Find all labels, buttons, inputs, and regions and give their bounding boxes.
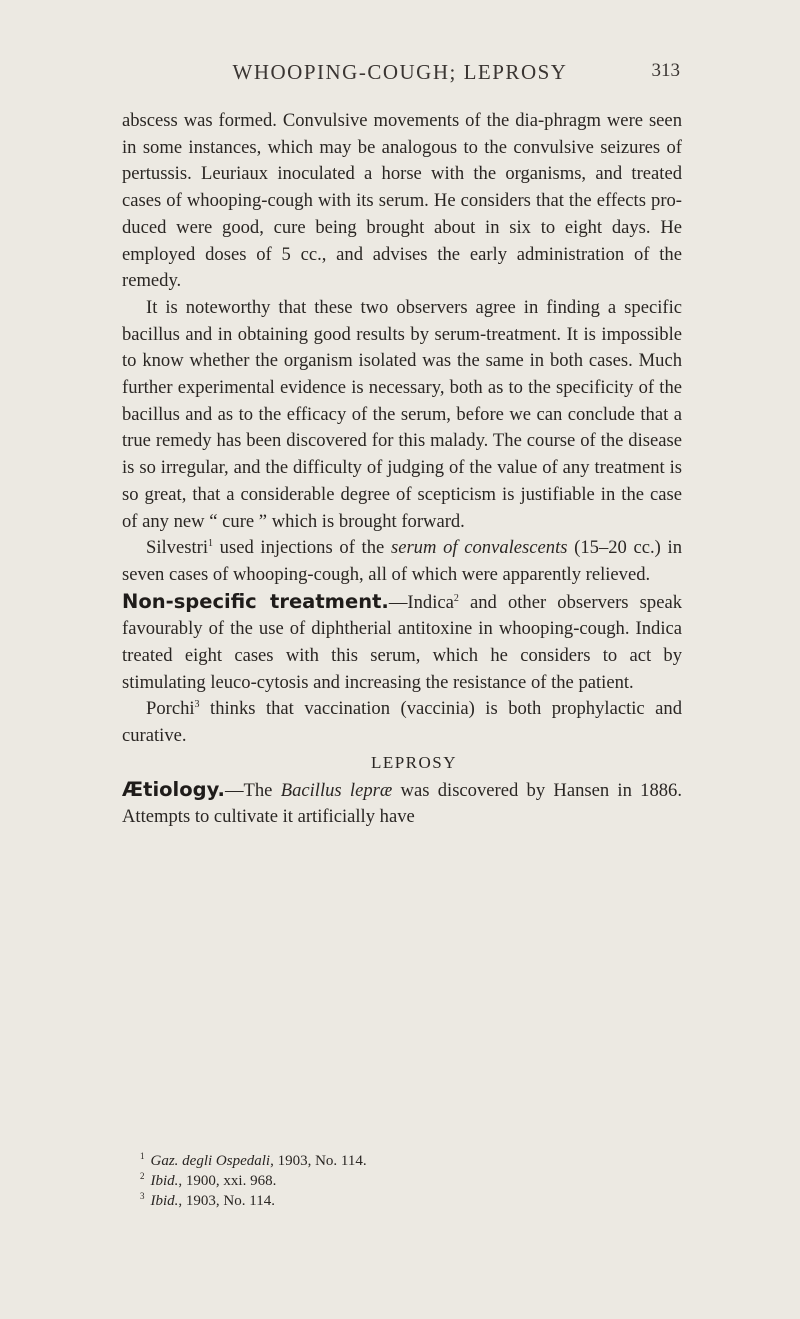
footnote-number: 3 xyxy=(140,1191,145,1201)
italic-bacillus: Bacillus lepræ xyxy=(280,779,393,801)
running-head xyxy=(120,60,680,90)
footnote-source: Gaz. degli Ospedali xyxy=(150,1153,271,1169)
paragraph-2: It is noteworthy that these two observers agree in finding a specific bacillus and in obtaining good results by serum-treatment. It is impossible to know whether the organism isolated was the same in both cases. Much further experimental evidence is necessary, both as to the specificity of the bacillus and as to the efficacy of the serum, before we can conclude that a true remedy has been discovered for this malady. The course of the disease is so irregular, and the difficulty of judging of the value of any treatment is so great, that a considerable degree of scepticism is justifiable in the case of any new “ cure ” which is brought forward. xyxy=(122,296,682,532)
paragraph-5-text: thinks that vaccination (vaccinia) is both prophylactic and curative. xyxy=(122,698,682,747)
paragraph-4 xyxy=(122,589,682,697)
footnote-ref-3: 3 xyxy=(194,699,200,711)
footnotes xyxy=(140,1151,680,1211)
subheading-aetiology: Ætiology. xyxy=(122,777,225,801)
footnote xyxy=(140,1151,680,1171)
footnote xyxy=(140,1191,680,1211)
author-porchi: Porchi xyxy=(146,698,195,720)
footnote-source: Ibid. xyxy=(150,1193,179,1209)
paragraph-5 xyxy=(122,696,682,749)
footnote-number: 2 xyxy=(140,1171,145,1181)
footnote xyxy=(140,1171,680,1191)
paragraph-6-text: was discovered by Hansen in 1886. Attempts to cultivate it artificially have xyxy=(122,779,682,828)
paragraph-6 xyxy=(122,777,682,831)
paragraph-4-text: and other observers speak favourably of the use of diphtherial antitoxine in whooping-cough. Indica treated eight cases with this serum, which he considers to act by stimulating leuco-cytosis and increasing the resistance of the patient. xyxy=(122,591,683,693)
footnote-detail: , 1903, No. 114. xyxy=(270,1153,367,1169)
section-title: LEPROSY xyxy=(370,752,458,772)
footnote-detail: , 1903, No. 114. xyxy=(178,1193,275,1209)
author-silvestri: Silvestri xyxy=(146,537,208,559)
footnote-ref-1: 1 xyxy=(207,538,213,550)
footnote-detail: , 1900, xxi. 968. xyxy=(178,1173,277,1189)
paragraph-1: abscess was formed. Convulsive movements of the dia-phragm were seen in some instances, which may be analogous to the convulsive seizures of pertussis. Leuriaux inoculated a horse with the organisms, and treated cases of whooping-cough with its serum. He considers that the effects pro-duced were good, cure being brought about in six to eight days. He employed doses of 5 cc., and advises the early administration of the remedy. xyxy=(122,110,682,292)
paragraph-4-author: —Indica xyxy=(388,591,454,613)
footnote-ref-2: 2 xyxy=(453,592,459,604)
running-title: WHOOPING-COUGH; LEPROSY xyxy=(232,60,568,84)
italic-phrase: serum of convalescents xyxy=(390,537,568,559)
paragraph-3 xyxy=(122,535,682,588)
paragraph-6-dash: —The xyxy=(224,779,281,801)
subheading-non-specific: Non-specific treatment. xyxy=(122,589,389,613)
paragraph-3-text-a: used injections of the xyxy=(212,537,391,559)
footnote-number: 1 xyxy=(140,1151,145,1161)
paragraph-3-text-b: (15–20 cc.) in seven cases of whooping-cough, all of which were apparently relieved. xyxy=(122,537,682,585)
body-text xyxy=(122,108,682,831)
page-number: 313 xyxy=(651,60,680,81)
footnote-source: Ibid. xyxy=(150,1173,179,1189)
